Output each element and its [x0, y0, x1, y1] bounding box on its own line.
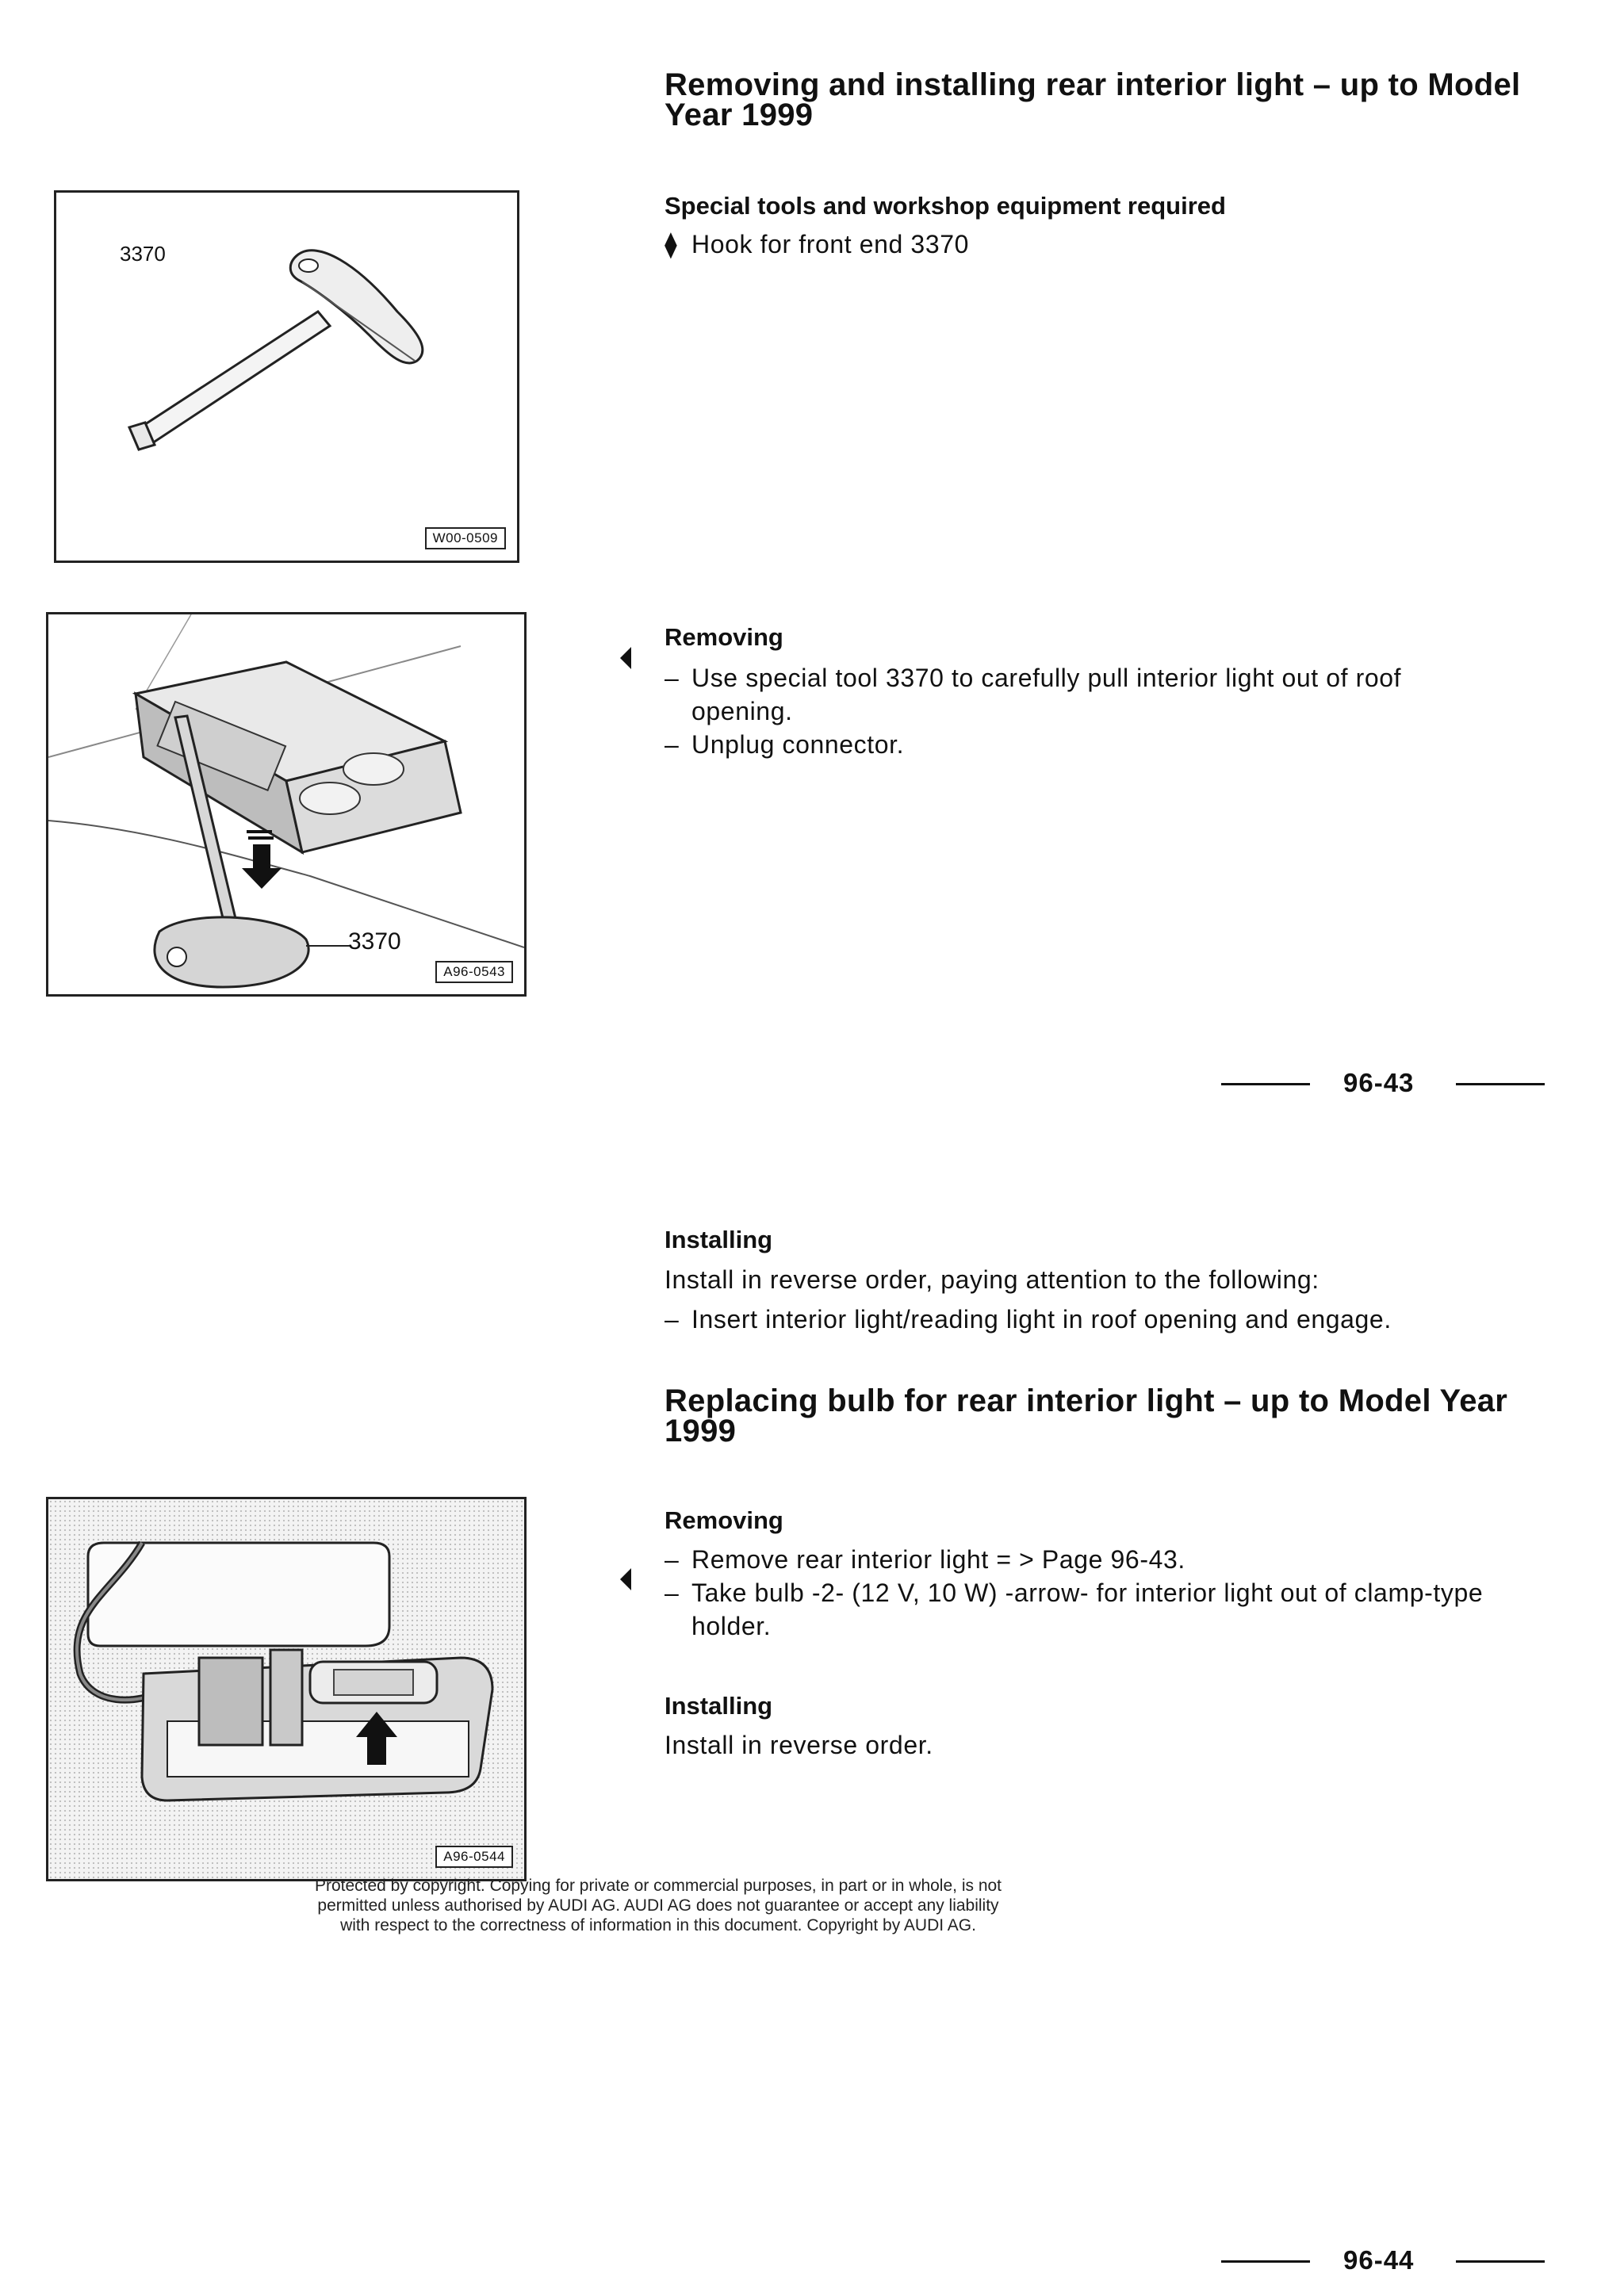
installing-text: Install in reverse order. — [665, 1731, 933, 1759]
figure-pointer-icon — [620, 1568, 631, 1590]
installing-heading: Installing — [665, 1226, 773, 1253]
figure-pointer-icon — [620, 647, 631, 669]
tools-heading: Special tools and workshop equipment required — [665, 192, 1226, 220]
figure-removing-light — [46, 612, 527, 997]
figure-hook-tool — [54, 190, 519, 563]
removing-steps — [665, 661, 1505, 761]
figure-tool-label: 3370 — [348, 928, 401, 955]
section-title-replacing-bulb: Replacing bulb for rear interior light – up to Model Year 1999 — [665, 1383, 1508, 1448]
removing-heading: Removing — [665, 623, 783, 651]
page-number-rule-right — [1456, 1083, 1545, 1085]
tools-list — [665, 228, 969, 261]
page-number: 96-44 — [1343, 2245, 1415, 2275]
figure-code: W00-0509 — [425, 527, 506, 549]
figure-tool-label: 3370 — [120, 242, 166, 266]
installing-intro: Install in reverse order, paying attention to the following: — [665, 1265, 1320, 1294]
figure-bulb-holder — [46, 1497, 527, 1881]
figure-code: A96-0544 — [435, 1846, 513, 1868]
removing-step: – Remove rear interior light = > Page 96-43. — [665, 1545, 1185, 1574]
page-number-rule-left — [1221, 2260, 1310, 2263]
installing-steps — [665, 1303, 1537, 1336]
installing-heading: Installing — [665, 1692, 773, 1720]
removing-heading: Removing — [665, 1506, 783, 1534]
bulb-holder-illustration — [48, 1499, 524, 1879]
removing-step: – Take bulb -2- (12 V, 10 W) -arrow- for interior light out of clamp-type holder. — [665, 1578, 1484, 1640]
page-number: 96-43 — [1343, 1068, 1415, 1097]
installing-step: – Insert interior light/reading light in roof opening and engage. — [665, 1305, 1392, 1334]
page-number-rule-left — [1221, 1083, 1310, 1085]
removing-step: – Unplug connector. — [665, 730, 905, 759]
copyright-notice: Protected by copyright. Copying for private or commercial purposes, in part or in whole, is not permitted unless authorised by AUDI AG. AUDI AG does not guarantee or accept any liability with respect to the correctness of information in this document. Copyright by AUDI AG. — [314, 1877, 1002, 1934]
removing-light-illustration — [48, 614, 524, 994]
removing-step: – Use special tool 3370 to carefully pull interior light out of roof opening. — [665, 664, 1402, 725]
removing-steps — [665, 1543, 1505, 1643]
section-title-removing-installing: Removing and installing rear interior light – up to Model Year 1999 — [665, 67, 1521, 132]
figure-code: A96-0543 — [435, 961, 513, 983]
diamond-bullet-icon: ⧫ — [665, 230, 678, 258]
page-number-rule-right — [1456, 2260, 1545, 2263]
tools-list-item: ⧫ Hook for front end 3370 — [665, 228, 969, 261]
